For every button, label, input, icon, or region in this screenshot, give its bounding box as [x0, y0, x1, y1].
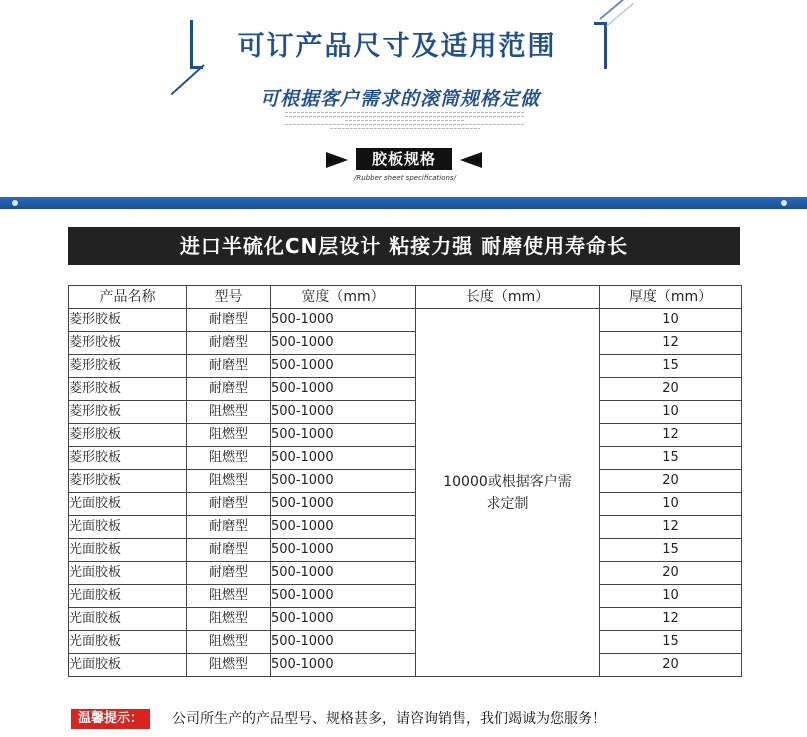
title-slash-right-thin — [606, 3, 634, 27]
table-row — [69, 424, 742, 447]
table-header-row — [69, 286, 742, 309]
col-header-type: 型号 — [187, 286, 271, 309]
arrow-left-icon — [460, 152, 482, 168]
table-row — [69, 516, 742, 539]
cell-product-name: 菱形胶板 — [69, 378, 187, 401]
cell-type: 阻燃型 — [187, 608, 271, 631]
cell-thickness: 15 — [600, 631, 742, 654]
cell-length-merged — [416, 309, 600, 677]
arrow-right-icon — [326, 152, 348, 168]
cell-width: 500-1000 — [271, 493, 416, 516]
cell-type: 耐磨型 — [187, 516, 271, 539]
cell-product-name: 光面胶板 — [69, 631, 187, 654]
table-row — [69, 608, 742, 631]
page-header — [0, 0, 807, 200]
col-header-length: 长度（mm） — [416, 286, 600, 309]
decorative-fine-print — [285, 112, 525, 132]
cell-type: 阻燃型 — [187, 424, 271, 447]
cell-product-name: 光面胶板 — [69, 493, 187, 516]
cell-thickness: 20 — [600, 562, 742, 585]
cell-thickness: 12 — [600, 424, 742, 447]
cell-thickness: 15 — [600, 355, 742, 378]
cell-product-name: 菱形胶板 — [69, 401, 187, 424]
cell-type: 阻燃型 — [187, 401, 271, 424]
cell-thickness: 20 — [600, 654, 742, 677]
table-body — [69, 309, 742, 677]
cell-product-name: 光面胶板 — [69, 585, 187, 608]
cell-thickness: 10 — [600, 401, 742, 424]
table-row — [69, 378, 742, 401]
cell-width: 500-1000 — [271, 516, 416, 539]
tip-label: 温馨提示： — [71, 709, 150, 729]
cell-type: 耐磨型 — [187, 355, 271, 378]
cell-product-name: 光面胶板 — [69, 562, 187, 585]
cell-type: 耐磨型 — [187, 493, 271, 516]
cell-thickness: 10 — [600, 585, 742, 608]
col-header-thickness: 厚度（mm） — [600, 286, 742, 309]
length-text: 10000或根据客户需求定制 — [443, 473, 572, 512]
cell-width: 500-1000 — [271, 424, 416, 447]
cell-width: 500-1000 — [271, 447, 416, 470]
cell-width: 500-1000 — [271, 539, 416, 562]
table-row — [69, 401, 742, 424]
cell-product-name: 光面胶板 — [69, 654, 187, 677]
cell-width: 500-1000 — [271, 654, 416, 677]
cell-type: 耐磨型 — [187, 378, 271, 401]
cell-thickness: 15 — [600, 539, 742, 562]
cell-thickness: 15 — [600, 447, 742, 470]
cell-thickness: 20 — [600, 378, 742, 401]
cell-width: 500-1000 — [271, 585, 416, 608]
cell-width: 500-1000 — [271, 378, 416, 401]
cell-thickness: 10 — [600, 309, 742, 332]
cell-type: 阻燃型 — [187, 585, 271, 608]
cell-width: 500-1000 — [271, 608, 416, 631]
cell-thickness: 12 — [600, 608, 742, 631]
band-dot-left — [12, 200, 18, 206]
cell-product-name: 菱形胶板 — [69, 355, 187, 378]
cell-thickness: 10 — [600, 493, 742, 516]
col-header-width: 宽度（mm） — [271, 286, 416, 309]
title-bracket-right — [594, 22, 607, 69]
table-row — [69, 309, 742, 332]
cell-type: 耐磨型 — [187, 309, 271, 332]
cell-thickness: 12 — [600, 332, 742, 355]
table-row — [69, 332, 742, 355]
cell-type: 阻燃型 — [187, 447, 271, 470]
page-subtitle: 可根据客户需求的滚筒规格定做 — [259, 88, 540, 110]
col-header-name: 产品名称 — [69, 286, 187, 309]
feature-headline: 进口半硫化CN层设计 粘接力强 耐磨使用寿命长 — [68, 227, 740, 265]
cell-product-name: 菱形胶板 — [69, 424, 187, 447]
cell-product-name: 菱形胶板 — [69, 332, 187, 355]
cell-width: 500-1000 — [271, 562, 416, 585]
cell-product-name: 菱形胶板 — [69, 309, 187, 332]
tip-text: 公司所生产的产品型号、规格甚多，请咨询销售，我们竭诚为您服务！ — [172, 711, 606, 727]
cell-type: 阻燃型 — [187, 470, 271, 493]
table-row — [69, 447, 742, 470]
table-row — [69, 539, 742, 562]
cell-product-name: 光面胶板 — [69, 608, 187, 631]
cell-type: 阻燃型 — [187, 654, 271, 677]
spec-table — [68, 285, 742, 677]
table-row — [69, 493, 742, 516]
table-row — [69, 470, 742, 493]
cell-width: 500-1000 — [271, 309, 416, 332]
table-row — [69, 562, 742, 585]
cell-width: 500-1000 — [271, 355, 416, 378]
cell-thickness: 20 — [600, 470, 742, 493]
table-row — [69, 355, 742, 378]
section-label: 胶板规格 — [356, 148, 452, 170]
cell-product-name: 光面胶板 — [69, 539, 187, 562]
table-row — [69, 585, 742, 608]
cell-type: 耐磨型 — [187, 332, 271, 355]
divider-band — [0, 197, 807, 209]
cell-width: 500-1000 — [271, 332, 416, 355]
cell-type: 耐磨型 — [187, 562, 271, 585]
cell-type: 阻燃型 — [187, 631, 271, 654]
table-row — [69, 631, 742, 654]
cell-width: 500-1000 — [271, 401, 416, 424]
cell-type: 耐磨型 — [187, 539, 271, 562]
section-label-en: /Rubber sheet specifications/ — [354, 174, 456, 182]
cell-product-name: 光面胶板 — [69, 516, 187, 539]
cell-width: 500-1000 — [271, 631, 416, 654]
cell-product-name: 菱形胶板 — [69, 447, 187, 470]
band-dot-right — [781, 200, 787, 206]
table-row — [69, 654, 742, 677]
cell-width: 500-1000 — [271, 470, 416, 493]
page-title: 可订产品尺寸及适用范围 — [237, 31, 557, 62]
cell-product-name: 菱形胶板 — [69, 470, 187, 493]
cell-thickness: 12 — [600, 516, 742, 539]
